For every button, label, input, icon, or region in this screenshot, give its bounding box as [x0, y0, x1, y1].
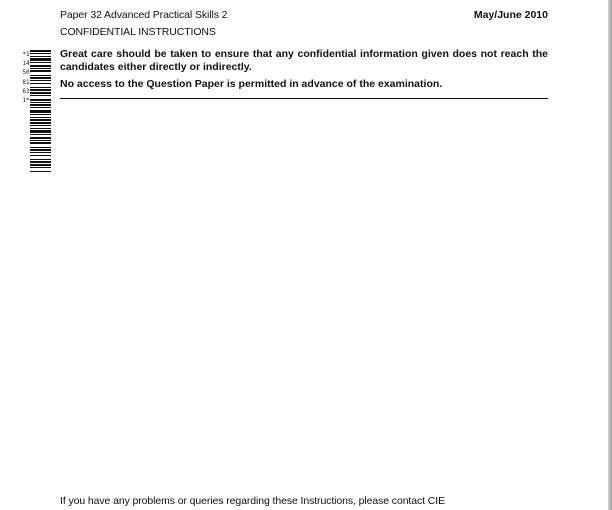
- barcode-bar: [30, 114, 51, 115]
- barcode-bar: [30, 65, 51, 67]
- barcode-bar: [30, 68, 51, 69]
- barcode-bar: [30, 77, 51, 79]
- barcode-bar: [30, 102, 51, 103]
- barcode: [22, 50, 52, 172]
- barcode-bar: [30, 87, 51, 88]
- confidentiality-notice: Great care should be taken to ensure that any confidential information given does not reach the candidates either directly or indirectly.: [60, 48, 548, 73]
- barcode-bar: [30, 147, 51, 148]
- barcode-bar: [30, 134, 51, 135]
- barcode-bar: [30, 161, 51, 163]
- footer-contact-text: If you have any problems or queries regarding these Instructions, please contact CIE: [60, 495, 445, 507]
- barcode-bar: [30, 56, 51, 57]
- barcode-bar: [30, 75, 51, 76]
- barcode-bar: [30, 142, 51, 144]
- session-label: May/June 2010: [473, 9, 548, 21]
- document-subtitle: CONFIDENTIAL INSTRUCTIONS: [60, 26, 216, 38]
- barcode-digits: *1145081631*: [22, 51, 30, 105]
- barcode-bar: [30, 62, 51, 63]
- access-restriction-notice: No access to the Question Paper is permitted in advance of the examination.: [60, 78, 443, 90]
- barcode-bar: [30, 104, 51, 106]
- barcode-bar: [30, 92, 51, 94]
- barcode-bar: [30, 50, 51, 52]
- barcode-bar: [30, 70, 51, 72]
- barcode-bar: [30, 149, 51, 151]
- barcode-bar: [30, 80, 51, 81]
- barcode-bar: [30, 58, 51, 61]
- barcode-bar: [30, 130, 51, 133]
- page-edge-shadow: [608, 0, 612, 510]
- barcode-bar: [30, 107, 51, 108]
- barcode-bars: [30, 50, 51, 172]
- barcode-bar: [30, 95, 51, 96]
- barcode-bar: [30, 122, 51, 124]
- barcode-bar: [30, 119, 51, 121]
- divider-line: [60, 98, 548, 99]
- paper-title: Paper 32 Advanced Practical Skills 2: [60, 9, 228, 21]
- barcode-bar: [30, 53, 51, 54]
- barcode-bar: [30, 99, 51, 101]
- barcode-bar: [30, 167, 51, 168]
- barcode-bar: [30, 140, 51, 141]
- barcode-bar: [30, 137, 51, 139]
- barcode-bar: [30, 117, 51, 118]
- barcode-bar: [30, 159, 51, 160]
- barcode-bar: [30, 171, 51, 172]
- barcode-bar: [30, 152, 51, 153]
- barcode-bar: [30, 155, 51, 156]
- barcode-bar: [30, 164, 51, 166]
- barcode-bar: [30, 128, 51, 129]
- barcode-bar: [30, 83, 51, 84]
- barcode-bar: [30, 125, 51, 126]
- barcode-bar: [30, 89, 51, 91]
- barcode-bar: [30, 110, 51, 113]
